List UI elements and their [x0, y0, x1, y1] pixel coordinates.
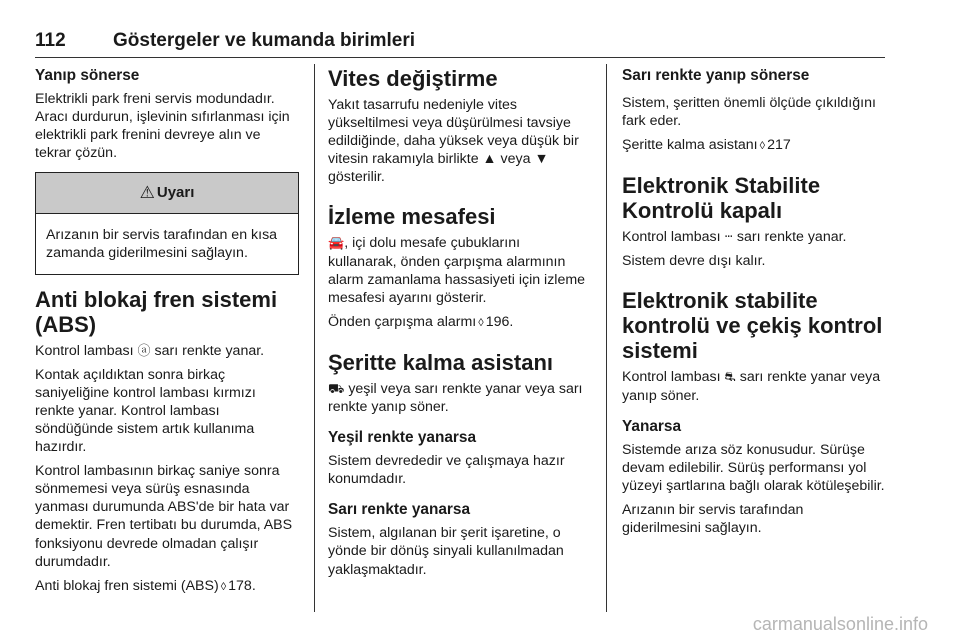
paragraph-parking-brake: Elektrikli park freni servis modundadır. Aracı durdurun, işlevinin sıfırlanması için elektrikli park frenini devreye alın ve tekrar çözün.: [35, 91, 290, 162]
heading-gear-shift: Vites değiştirme: [328, 66, 498, 91]
following-distance-icon: 🚘: [328, 235, 345, 251]
heading-lane-keep-assist: Şeritte kalma asistanı: [328, 349, 554, 375]
warning-box: [35, 172, 299, 274]
column-2: [328, 66, 592, 585]
page-number: 112: [35, 30, 66, 51]
paragraph-abs-lamp: Kontrol lambası ⓐ sarı renkte yanar.: [35, 342, 265, 359]
paragraph-lane-keep-reference: Şeritte kalma asistanı ◊ 217: [622, 136, 886, 155]
warning-header: [36, 173, 298, 214]
subheading-lit: Yanarsa: [622, 417, 682, 435]
watermark: carmanualsonline.info: [752, 614, 928, 634]
down-arrow-icon: ▼: [534, 151, 549, 168]
paragraph-esc-off-disabled: Sistem devre dışı kalır.: [622, 253, 766, 270]
page-reference-icon: ◊: [478, 316, 484, 329]
column-divider-1: [314, 64, 315, 612]
up-arrow-icon: ▲: [482, 151, 497, 168]
heading-following-distance: İzleme mesafesi: [328, 204, 496, 230]
abs-warning-icon: ⓐ: [137, 342, 151, 358]
paragraph-lit-fault: Sistemde arıza söz konusudur. Sürüşe devam edilebilir. Sürüş performansı yol yüzeyi şartlarına bağlı olarak kötüleşebilir.: [622, 441, 885, 494]
lane-keep-icon: ⛟: [328, 380, 345, 396]
paragraph-following-distance: 🚘, içi dolu mesafe çubuklarını kullanarak, önden çarpışma alarmının alarm zamanlama hassasiyeti için izleme mesafesi ayarını gösterir.: [328, 235, 586, 306]
heading-esc-off: Elektronik Stabilite Kontrolü kapalı: [622, 173, 821, 224]
warning-text: Arızanın bir servis tarafından en kısa zamanda giderilmesini sağlayın.: [46, 227, 278, 262]
page-reference-icon: ◊: [759, 140, 766, 153]
chapter-title: Göstergeler ve kumanda birimleri: [113, 30, 416, 51]
esc-off-icon: ⵈ: [724, 229, 733, 245]
paragraph-green: Sistem devrededir ve çalışmaya hazır konumdadır.: [328, 453, 565, 488]
paragraph-lane-keep-assist: ⛟ yeşil veya sarı renkte yanar veya sarı renkte yanıp söner.: [328, 380, 583, 416]
paragraph-lit-service: Arızanın bir servis tarafından giderilmesini sağlayın.: [622, 501, 804, 537]
paragraph-esc-off-lamp: Kontrol lambası ⵈ sarı renkte yanar.: [622, 229, 847, 246]
paragraph-gear-shift: Yakıt tasarrufu nedeniyle vites yükseltilmesi veya düşürülmesi tavsiye edildiğinde, daha yüksek veya düşük bir vitesin rakamıyla birlikte ▲ veya ▼ gösterilir.: [328, 97, 579, 186]
paragraph-collision-alert-reference: Önden çarpışma alarmı ◊ 196.: [328, 313, 592, 332]
page-header: [35, 30, 885, 58]
subheading-green: Yeşil renkte yanarsa: [328, 429, 477, 447]
header-divider: [35, 57, 885, 58]
paragraph-yellow: Sistem, algılanan bir şerit işaretine, o yönde bir dönüş sinyali kullanılmadan yaklaşmaktadır.: [328, 525, 564, 578]
subheading-yellow: Sarı renkte yanarsa: [328, 501, 471, 519]
heading-abs: Anti blokaj fren sistemi (ABS): [35, 286, 278, 337]
paragraph-abs-fault: Kontrol lambasının birkaç saniye sonra sönmemesi veya sürüş esnasında yanması durumunda ABS'de bir hata var demektir. Fren tertibatı bu durumda, ABS fonksiyonu devrede olmadan çalışır durumdadır.: [35, 463, 293, 570]
subheading-yellow-flashing: Sarı renkte yanıp sönerse: [622, 67, 810, 84]
column-1: [35, 66, 299, 602]
subheading-flashing: Yanıp sönerse: [35, 67, 140, 84]
warning-icon: ⚠: [139, 183, 155, 203]
warning-title: Uyarı: [156, 184, 195, 202]
paragraph-abs-reference: Anti blokaj fren sistemi (ABS) ◊ 178.: [35, 577, 299, 596]
esc-icon: ⛐: [724, 369, 736, 385]
paragraph-esc-lamp: Kontrol lambası ⛐ sarı renkte yanar veya yanıp söner.: [622, 369, 881, 404]
paragraph-abs-startup: Kontak açıldıktan sonra birkaç saniyeliğine kontrol lambası kırmızı renkte yanar. Kontrol lambası söndüğünde sistem artık kullanıma hazırdır.: [35, 366, 256, 456]
column-3: [622, 66, 886, 543]
page-reference-icon: ◊: [220, 580, 227, 593]
column-divider-2: [606, 64, 607, 612]
paragraph-lane-departure: Sistem, şeritten önemli ölçüde çıkıldığını fark eder.: [622, 95, 876, 130]
heading-esc-traction: Elektronik stabilite kontrolü ve çekiş kontrol sistemi: [622, 288, 883, 364]
